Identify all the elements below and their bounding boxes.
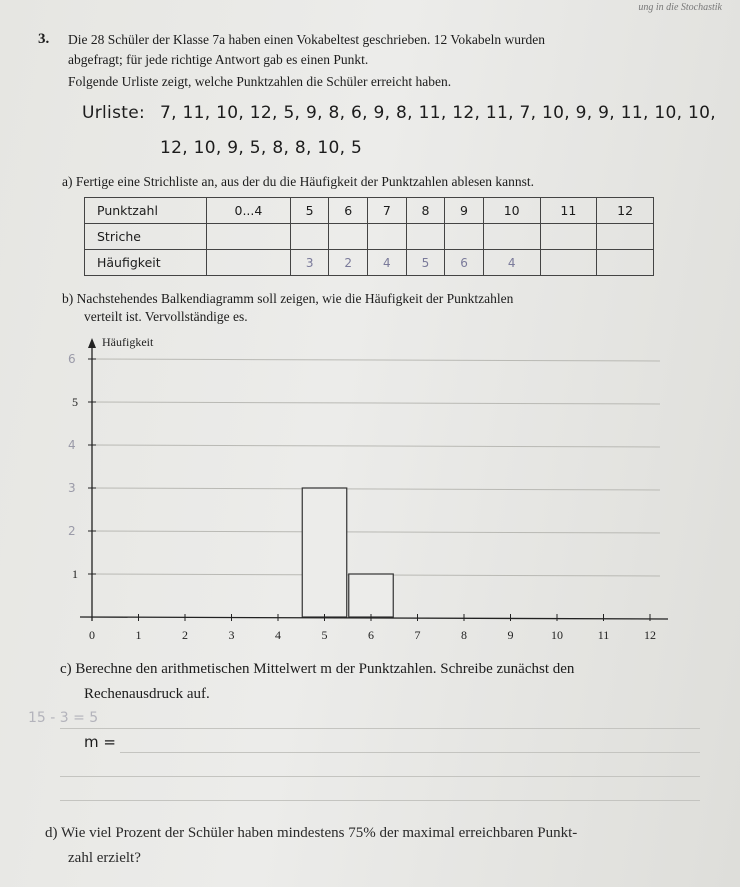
tally-cell[interactable] [207, 224, 291, 250]
row-header-punktzahl: Punktzahl [85, 198, 207, 224]
row-header-haeufigkeit: Häufigkeit [85, 250, 207, 276]
grid-line [92, 531, 660, 533]
frequency-cell[interactable]: 4 [483, 250, 540, 276]
frequency-cell[interactable]: 2 [329, 250, 368, 276]
answer-line [60, 728, 700, 729]
column-header: 6 [329, 198, 368, 224]
tally-cell[interactable] [483, 224, 540, 250]
column-header: 8 [406, 198, 445, 224]
part-d-line2: zahl erzielt? [68, 850, 141, 866]
grid-line [92, 488, 660, 490]
bar-chart [60, 330, 690, 650]
tally-cell[interactable] [290, 224, 329, 250]
x-tick-label: 0 [89, 628, 95, 642]
table-row-striche [85, 224, 654, 250]
urliste-values-line1: 7, 11, 10, 12, 5, 9, 8, 6, 9, 8, 11, 12, 11, 7, 10, 9, 9, 11, 10, 10, [160, 103, 716, 123]
part-b-line1: b) Nachstehendes Balkendiagramm soll zeigen, wie die Häufigkeit der Punktzahlen [62, 291, 514, 306]
grid-line [92, 359, 660, 361]
tally-table [84, 197, 654, 276]
frequency-cell[interactable] [597, 250, 654, 276]
tally-cell[interactable] [540, 224, 597, 250]
x-tick-label: 9 [507, 628, 514, 642]
tally-cell[interactable] [329, 224, 368, 250]
column-header: 10 [483, 198, 540, 224]
x-tick-label: 8 [461, 628, 467, 642]
part-b-line2: verteilt ist. Vervollständige es. [84, 309, 248, 324]
frequency-cell[interactable]: 4 [368, 250, 407, 276]
table-row-haeufigkeit [85, 250, 654, 276]
x-tick-label: 3 [228, 628, 235, 642]
x-tick-label: 7 [414, 628, 421, 642]
urliste-values-line2: 12, 10, 9, 5, 8, 8, 10, 5 [160, 138, 363, 158]
bar-5 [302, 488, 347, 617]
page-header: ung in die Stochastik [638, 2, 722, 13]
chart-y-axis-label: Häufigkeit [102, 335, 154, 349]
task-intro-line3: Folgende Urliste zeigt, welche Punktzahlen die Schüler erreicht haben. [68, 74, 452, 89]
x-tick-label: 5 [321, 628, 328, 642]
y-axis-arrow [88, 338, 96, 348]
tally-cell[interactable] [368, 224, 407, 250]
part-c-line1: c) Berechne den arithmetischen Mittelwert m der Punktzahlen. Schreibe zunächst den [60, 661, 575, 677]
frequency-cell[interactable]: 5 [406, 250, 445, 276]
x-tick-label: 4 [275, 628, 281, 642]
table-row-punktzahl [85, 198, 654, 224]
answer-line[interactable] [60, 800, 700, 801]
frequency-cell[interactable] [207, 250, 291, 276]
bar-6 [349, 574, 394, 617]
y-tick-label: 5 [72, 395, 78, 409]
task-number: 3. [38, 31, 50, 47]
tally-cell[interactable] [597, 224, 654, 250]
y-tick-label: 6 [68, 352, 76, 366]
x-tick-label: 12 [644, 628, 656, 642]
column-header: 0...4 [207, 198, 291, 224]
chart-bars [302, 488, 393, 617]
y-tick-label: 3 [68, 481, 76, 495]
mean-label: m = [84, 733, 116, 751]
tally-cell[interactable] [445, 224, 484, 250]
grid-line [92, 445, 660, 447]
x-tick-label: 11 [597, 628, 610, 642]
y-tick-label: 2 [68, 524, 76, 538]
frequency-cell[interactable] [540, 250, 597, 276]
x-tick-label: 6 [368, 628, 374, 642]
chart-grid [92, 359, 660, 576]
column-header: 11 [540, 198, 597, 224]
row-header-striche: Striche [85, 224, 207, 250]
x-tick-label: 2 [182, 628, 188, 642]
answer-line[interactable] [120, 752, 700, 753]
pencil-note: 15 - 3 = 5 [28, 710, 99, 726]
x-tick-label: 1 [135, 628, 142, 642]
column-header: 7 [368, 198, 407, 224]
column-header: 9 [445, 198, 484, 224]
task-intro-line1: Die 28 Schüler der Klasse 7a haben einen Vokabeltest geschrieben. 12 Vokabeln wurden [68, 32, 545, 47]
answer-line[interactable] [60, 776, 700, 777]
frequency-cell[interactable]: 6 [445, 250, 484, 276]
y-tick-label: 1 [72, 567, 78, 581]
frequency-cell[interactable]: 3 [290, 250, 329, 276]
urliste-label: Urliste: [82, 103, 145, 123]
part-c-line2: Rechenausdruck auf. [84, 686, 210, 702]
y-tick-label: 4 [68, 438, 76, 452]
column-header: 5 [290, 198, 329, 224]
column-header: 12 [597, 198, 654, 224]
grid-line [92, 402, 660, 404]
part-d-line1: d) Wie viel Prozent der Schüler haben mindestens 75% der maximal erreichbaren Punkt- [45, 825, 578, 841]
tally-cell[interactable] [406, 224, 445, 250]
x-tick-label: 10 [551, 628, 563, 642]
part-a-text: a) Fertige eine Strichliste an, aus der du die Häufigkeit der Punktzahlen ablesen kannst. [62, 174, 534, 189]
task-intro-line2: abgefragt; für jede richtige Antwort gab es einen Punkt. [68, 52, 369, 67]
